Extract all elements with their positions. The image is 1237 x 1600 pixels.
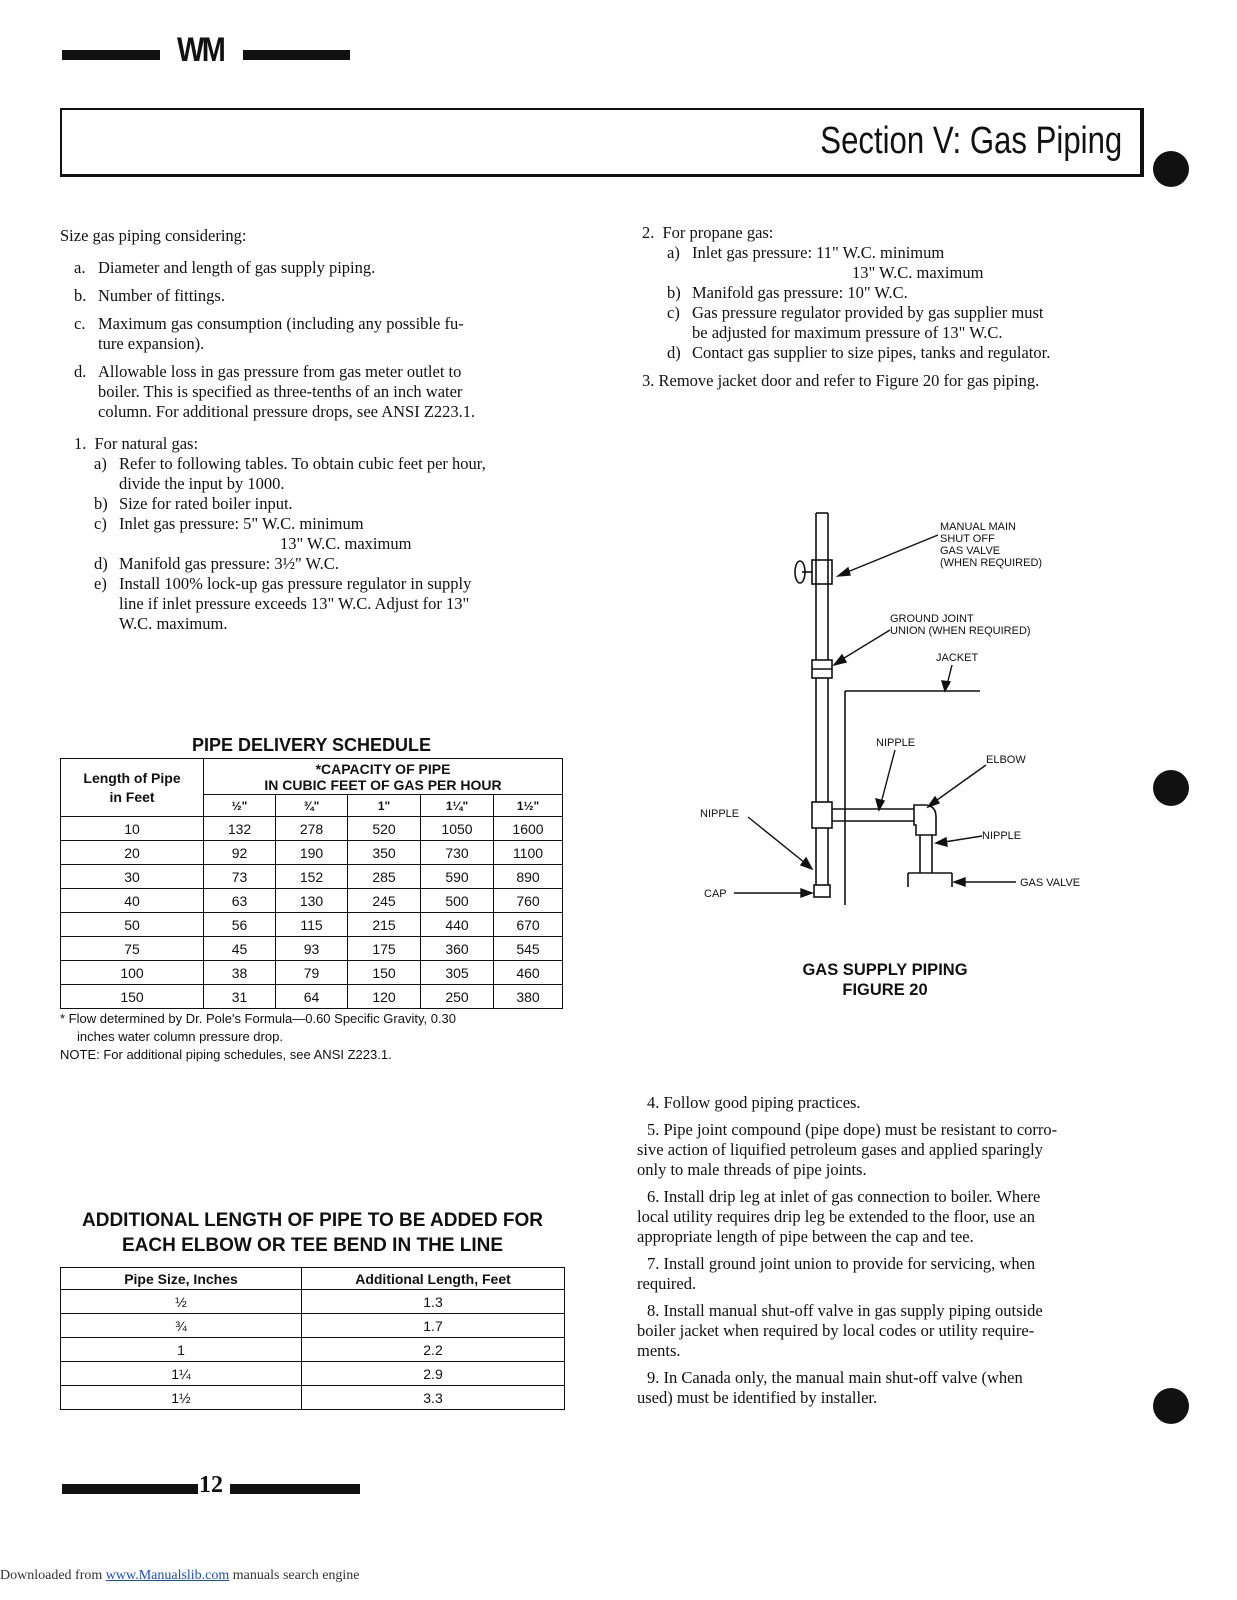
line: local utility requires drip leg be extended to the floor, use an xyxy=(637,1207,1035,1226)
arrowhead xyxy=(801,889,812,897)
line: Maximum gas consumption (including any possible fu- xyxy=(98,314,464,333)
marker: b) xyxy=(667,283,681,302)
line: column. For additional pressure drops, see ANSI Z223.1. xyxy=(98,402,476,421)
capacity-cell: 92 xyxy=(204,841,276,865)
leader-elbow xyxy=(930,765,986,805)
marker: a) xyxy=(94,454,107,473)
arrowhead xyxy=(834,655,846,665)
line: Install 100% lock-up gas pressure regulator in supply xyxy=(119,574,472,593)
arrowhead xyxy=(838,568,850,576)
elbow-title-line1: ADDITIONAL LENGTH OF PIPE TO BE ADDED FOR xyxy=(82,1210,543,1231)
capacity-header xyxy=(204,759,563,795)
pipe-schedule-title: PIPE DELIVERY SCHEDULE xyxy=(191,735,432,755)
capacity-cell: 175 xyxy=(348,937,421,961)
propane-block xyxy=(642,223,1142,363)
label-cap: CAP xyxy=(704,888,727,900)
pipe-size-cell: ¾ xyxy=(61,1314,302,1338)
line: Number of fittings. xyxy=(98,286,225,305)
length-cell: 100 xyxy=(61,961,204,985)
pipe-size-cell: 1¼ xyxy=(61,1362,302,1386)
line: 13" W.C. maximum xyxy=(280,534,412,553)
label-elbow: ELBOW xyxy=(986,754,1026,766)
size-header: ½" xyxy=(204,795,276,817)
label-union-2: UNION (WHEN REQUIRED) xyxy=(890,625,1031,637)
line: 13" W.C. maximum xyxy=(852,263,984,282)
capacity-cell: 460 xyxy=(494,961,563,985)
elbow-title-line2: EACH ELBOW OR TEE BEND IN THE LINE xyxy=(121,1235,504,1256)
intro-text: Size gas piping considering: xyxy=(60,226,247,245)
leader-nipple-left xyxy=(748,817,810,867)
capacity-cell: 79 xyxy=(276,961,348,985)
arrowhead xyxy=(801,858,812,869)
label-manual-main-1: MANUAL MAIN xyxy=(940,521,1016,533)
capacity-cell: 150 xyxy=(348,961,421,985)
capacity-cell: 38 xyxy=(204,961,276,985)
practice-item-6 xyxy=(637,1187,1137,1247)
line: used) must be identified by installer. xyxy=(637,1388,878,1407)
line: Size for rated boiler input. xyxy=(119,494,293,513)
arrowhead xyxy=(928,797,939,807)
footer-prefix: Downloaded from xyxy=(0,1568,106,1583)
marker: d. xyxy=(74,362,87,381)
natural-gas-block xyxy=(74,434,574,634)
elbow-table-title xyxy=(60,1208,565,1258)
header-rule-right xyxy=(243,50,350,60)
label-jacket: JACKET xyxy=(936,652,979,664)
additional-length-cell: 3.3 xyxy=(302,1386,565,1410)
table-row xyxy=(61,817,563,841)
capacity-cell: 890 xyxy=(494,865,563,889)
line: Contact gas supplier to size pipes, tanks and regulator. xyxy=(692,343,1051,362)
table-row xyxy=(61,841,563,865)
capacity-cell: 130 xyxy=(276,889,348,913)
additional-length-cell: 2.2 xyxy=(302,1338,565,1362)
label-union-1: GROUND JOINT xyxy=(890,613,974,625)
length-cell: 75 xyxy=(61,937,204,961)
label-nipple-left: NIPPLE xyxy=(700,808,740,820)
pipe-size-cell: 1 xyxy=(61,1338,302,1362)
line: required. xyxy=(637,1274,697,1293)
line: appropriate length of pipe between the cap and tee. xyxy=(637,1227,974,1246)
length-header-line2: in Feet xyxy=(109,788,155,805)
section-header-box xyxy=(60,108,1144,177)
pipe-size-cell: 1½ xyxy=(61,1386,302,1410)
capacity-cell: 440 xyxy=(421,913,494,937)
line: 7. Install ground joint union to provide for servicing, when xyxy=(647,1254,1036,1273)
marker: 1. xyxy=(74,434,87,453)
capacity-cell: 31 xyxy=(204,985,276,1009)
line: line if inlet pressure exceeds 13" W.C. Adjust for 13" xyxy=(119,594,470,613)
figure-caption-line1: GAS SUPPLY PIPING xyxy=(802,961,968,979)
practice-item-7 xyxy=(637,1254,1137,1294)
label-nipple-top: NIPPLE xyxy=(876,737,916,749)
leader-valve xyxy=(840,535,938,575)
download-footer xyxy=(0,1568,360,1584)
line: Manifold gas pressure: 10" W.C. xyxy=(692,283,908,302)
capacity-cell: 132 xyxy=(204,817,276,841)
line: 8. Install manual shut-off valve in gas supply piping outside xyxy=(647,1301,1043,1320)
schedule-note: NOTE: For additional piping schedules, see ANSI Z223.1. xyxy=(60,1047,392,1062)
tee-fitting xyxy=(812,802,832,828)
elbow-fitting xyxy=(914,805,936,835)
additional-length-cell: 1.3 xyxy=(302,1290,565,1314)
label-manual-main-3: GAS VALVE xyxy=(940,545,1001,557)
length-cell: 20 xyxy=(61,841,204,865)
line: Inlet gas pressure: 5" W.C. minimum xyxy=(119,514,364,533)
size-header: 1¼" xyxy=(421,795,494,817)
line: 9. In Canada only, the manual main shut-off valve (when xyxy=(647,1368,1023,1387)
arrowhead xyxy=(936,838,947,846)
figure-caption-line2: FIGURE 20 xyxy=(842,981,928,999)
consideration-d xyxy=(74,362,574,422)
additional-length-cell: 1.7 xyxy=(302,1314,565,1338)
margin-dot-3 xyxy=(1153,1388,1189,1424)
table-row xyxy=(61,1386,565,1410)
size-header: 1" xyxy=(348,795,421,817)
capacity-cell: 245 xyxy=(348,889,421,913)
length-header xyxy=(61,759,204,817)
marker: e) xyxy=(94,574,107,593)
line: Gas pressure regulator provided by gas supplier must xyxy=(692,303,1044,322)
brand-logo: WM xyxy=(177,31,224,69)
line: 5. Pipe joint compound (pipe dope) must be resistant to corro- xyxy=(647,1120,1058,1139)
capacity-cell: 1100 xyxy=(494,841,563,865)
line: be adjusted for maximum pressure of 13" W.C. xyxy=(692,323,1003,342)
item-3-text: 3. Remove jacket door and refer to Figure 20 for gas piping. xyxy=(642,371,1040,390)
page-rule-right xyxy=(230,1484,360,1494)
marker: d) xyxy=(667,343,681,362)
capacity-cell: 590 xyxy=(421,865,494,889)
shutoff-valve-body xyxy=(812,560,832,584)
table-row xyxy=(61,1314,565,1338)
consideration-a xyxy=(74,258,574,278)
table-row xyxy=(61,937,563,961)
additional-length-cell: 2.9 xyxy=(302,1362,565,1386)
elbow-length-table xyxy=(60,1267,565,1410)
length-cell: 10 xyxy=(61,817,204,841)
propane-title: For propane gas: xyxy=(662,223,774,242)
line: sive action of liquified petroleum gases and applied sparingly xyxy=(637,1140,1043,1159)
page-rule-left xyxy=(62,1484,198,1494)
length-header-line1: Length of Pipe xyxy=(83,769,181,786)
manualslib-link[interactable]: www.Manualslib.com xyxy=(105,1568,230,1583)
consideration-b xyxy=(74,286,574,306)
line: Manifold gas pressure: 3½" W.C. xyxy=(119,554,339,573)
consideration-c xyxy=(74,314,574,354)
capacity-cell: 305 xyxy=(421,961,494,985)
capacity-header-line1: *CAPACITY OF PIPE xyxy=(315,760,451,777)
footnote-line2: inches water column pressure drop. xyxy=(77,1029,283,1044)
length-cell: 150 xyxy=(61,985,204,1009)
header-rule-left xyxy=(62,50,160,60)
capacity-cell: 63 xyxy=(204,889,276,913)
marker: d) xyxy=(94,554,108,573)
pipe-size-header: Pipe Size, Inches xyxy=(61,1268,302,1290)
practice-item-8 xyxy=(637,1301,1137,1361)
capacity-cell: 350 xyxy=(348,841,421,865)
arrowhead xyxy=(942,681,950,691)
footnote-line1: * Flow determined by Dr. Pole's Formula—0.60 Specific Gravity, 0.30 xyxy=(60,1011,457,1026)
capacity-cell: 545 xyxy=(494,937,563,961)
line: ture expansion). xyxy=(98,334,205,353)
table-row xyxy=(61,913,563,937)
line: W.C. maximum. xyxy=(119,614,228,633)
length-cell: 40 xyxy=(61,889,204,913)
marker: b) xyxy=(94,494,108,513)
practice-item-4 xyxy=(637,1093,1137,1113)
marker: 2. xyxy=(642,223,655,242)
figure-caption xyxy=(770,960,1000,1000)
capacity-cell: 360 xyxy=(421,937,494,961)
natural-gas-title: For natural gas: xyxy=(94,434,199,453)
margin-dot-1 xyxy=(1153,151,1189,187)
marker: a) xyxy=(667,243,680,262)
marker: c) xyxy=(94,514,107,533)
capacity-cell: 56 xyxy=(204,913,276,937)
capacity-cell: 520 xyxy=(348,817,421,841)
capacity-cell: 278 xyxy=(276,817,348,841)
capacity-cell: 760 xyxy=(494,889,563,913)
section-title: Section V: Gas Piping xyxy=(820,120,1122,162)
length-cell: 50 xyxy=(61,913,204,937)
capacity-cell: 73 xyxy=(204,865,276,889)
marker: c) xyxy=(667,303,680,322)
practice-item-9 xyxy=(637,1368,1137,1408)
capacity-cell: 120 xyxy=(348,985,421,1009)
line: 6. Install drip leg at inlet of gas connection to boiler. Where xyxy=(647,1187,1041,1206)
capacity-cell: 380 xyxy=(494,985,563,1009)
capacity-cell: 250 xyxy=(421,985,494,1009)
table-row xyxy=(61,889,563,913)
gas-supply-piping-diagram xyxy=(690,505,1130,905)
size-header: ¾" xyxy=(276,795,348,817)
table-row xyxy=(61,961,563,985)
additional-length-header: Additional Length, Feet xyxy=(302,1268,565,1290)
leader-nipple-top xyxy=(880,750,895,807)
table-row xyxy=(61,865,563,889)
line: only to male threads of pipe joints. xyxy=(637,1160,867,1179)
line: boiler jacket when required by local codes or utility require- xyxy=(637,1321,1035,1340)
capacity-cell: 93 xyxy=(276,937,348,961)
capacity-cell: 64 xyxy=(276,985,348,1009)
practice-item-5 xyxy=(637,1120,1137,1180)
pipe-size-cell: ½ xyxy=(61,1290,302,1314)
capacity-cell: 152 xyxy=(276,865,348,889)
margin-dot-2 xyxy=(1153,770,1189,806)
line: ments. xyxy=(637,1341,681,1360)
marker: c. xyxy=(74,314,86,333)
drip-cap xyxy=(814,885,830,897)
capacity-cell: 215 xyxy=(348,913,421,937)
capacity-cell: 730 xyxy=(421,841,494,865)
line: Allowable loss in gas pressure from gas meter outlet to xyxy=(98,362,462,381)
capacity-cell: 115 xyxy=(276,913,348,937)
label-nipple-right: NIPPLE xyxy=(982,830,1022,842)
capacity-cell: 1600 xyxy=(494,817,563,841)
capacity-header-line2: IN CUBIC FEET OF GAS PER HOUR xyxy=(264,776,502,793)
arrowhead xyxy=(954,878,965,886)
label-manual-main-4: (WHEN REQUIRED) xyxy=(940,557,1043,569)
line: 4. Follow good piping practices. xyxy=(647,1093,861,1112)
table-row xyxy=(61,1290,565,1314)
capacity-cell: 285 xyxy=(348,865,421,889)
marker: b. xyxy=(74,286,87,305)
length-cell: 30 xyxy=(61,865,204,889)
label-gas-valve: GAS VALVE xyxy=(1020,877,1081,889)
pipe-delivery-table xyxy=(60,758,563,1009)
page-number: 12 xyxy=(199,1472,223,1498)
capacity-cell: 1050 xyxy=(421,817,494,841)
table-row xyxy=(61,1338,565,1362)
label-manual-main-2: SHUT OFF xyxy=(940,533,995,545)
marker: a. xyxy=(74,258,86,277)
table-row xyxy=(61,1362,565,1386)
line: divide the input by 1000. xyxy=(119,474,285,493)
line: Diameter and length of gas supply piping. xyxy=(98,258,376,277)
line: boiler. This is specified as three-tenths of an inch water xyxy=(98,382,463,401)
table-row xyxy=(61,985,563,1009)
capacity-cell: 45 xyxy=(204,937,276,961)
practices-list xyxy=(637,1093,1137,1408)
line: Inlet gas pressure: 11" W.C. minimum xyxy=(692,243,945,262)
capacity-cell: 500 xyxy=(421,889,494,913)
footer-suffix: manuals search engine xyxy=(229,1568,360,1583)
line: Refer to following tables. To obtain cubic feet per hour, xyxy=(119,454,486,473)
capacity-cell: 670 xyxy=(494,913,563,937)
capacity-cell: 190 xyxy=(276,841,348,865)
size-header: 1½" xyxy=(494,795,563,817)
